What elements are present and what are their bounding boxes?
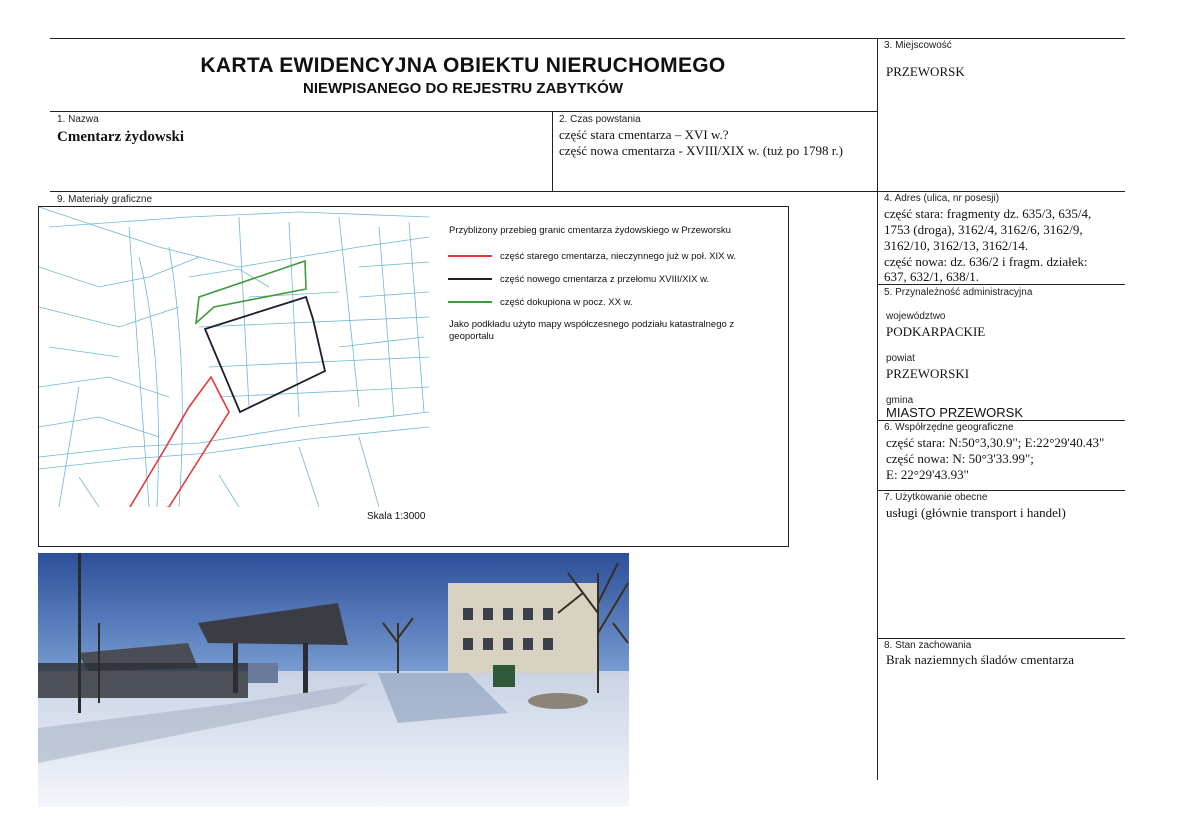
field-usage-label: 7. Użytkowanie obecne — [884, 492, 988, 503]
legend-text-added: część dokupiona w pocz. XX w. — [500, 297, 633, 308]
legend-swatch-green — [448, 301, 492, 303]
legend-row-added — [448, 297, 633, 308]
voivodeship-label: województwo — [886, 311, 946, 322]
legend-swatch-red — [448, 255, 492, 257]
legend-row-new — [448, 274, 709, 285]
field-address-line-4: część nowa: dz. 636/2 i fragm. działek: — [884, 254, 1088, 269]
map-scale: Skala 1:3000 — [367, 511, 426, 522]
field-address-line-3: 3162/10, 3162/13, 3162/14. — [884, 238, 1029, 253]
document-title: KARTA EWIDENCYJNA OBIEKTU NIERUCHOMEGO — [200, 54, 726, 77]
red-boundary — [124, 377, 229, 507]
field-address-line-1: część stara: fragmenty dz. 635/3, 635/4, — [884, 206, 1092, 221]
legend-note: Jako podkładu użyto mapy współczesnego podziału katastralnego z geoportalu — [449, 319, 735, 342]
field-date-line-1: część stara cmentarza – XVI w.? — [559, 127, 729, 142]
site-photo-illustration — [38, 553, 629, 807]
field-address-line-2: 1753 (droga), 3162/4, 3162/6, 3162/9, — [884, 222, 1083, 237]
legend-swatch-black — [448, 278, 492, 280]
right-column-divider — [877, 38, 878, 780]
top-border — [50, 38, 1125, 39]
field-locality-label: 3. Miejscowość — [884, 40, 952, 51]
county-label: powiat — [886, 353, 915, 364]
name-date-divider — [552, 111, 553, 191]
section-rule-8 — [877, 638, 1125, 639]
field-address-label: 4. Adres (ulica, nr posesji) — [884, 193, 1000, 204]
field-date-line-2: część nowa cmentarza - XVIII/XIX w. (tuż po 1798 r.) — [559, 143, 843, 158]
field-address-line-5: 637, 632/1, 638/1. — [884, 269, 979, 284]
cadastral-map — [39, 207, 439, 507]
county-value: PRZEWORSKI — [886, 366, 970, 381]
cadastral-map-panel — [38, 206, 789, 547]
site-photo — [38, 553, 629, 807]
title-bottom-rule — [50, 111, 877, 112]
field-condition-label: 8. Stan zachowania — [884, 640, 972, 651]
voivodeship-value: PODKARPACKIE — [886, 324, 986, 339]
legend-row-old — [448, 251, 736, 262]
document-subtitle: NIEWPISANEGO DO REJESTRU ZABYTKÓW — [302, 80, 624, 97]
field-name-value: Cmentarz żydowski — [57, 129, 185, 145]
legend-text-new: część nowego cmentarza z przełomu XVIII/XIX w. — [500, 274, 710, 285]
field-coords-label: 6. Współrzędne geograficzne — [884, 422, 1014, 433]
field-date-label: 2. Czas powstania — [559, 114, 641, 125]
commune-label: gmina — [886, 395, 914, 406]
field-name-label: 1. Nazwa — [57, 114, 99, 125]
field-admin-label: 5. Przynależność administracyjna — [884, 287, 1033, 298]
section-rule-7 — [877, 490, 1125, 491]
section-rule-1 — [50, 191, 1125, 192]
coords-line-2: część nowa: N: 50°3'33.99"; — [886, 451, 1034, 466]
field-usage-value: usługi (głównie transport i handel) — [886, 505, 1066, 520]
legend-text-old: część starego cmentarza, nieczynnego już w poł. XIX w. — [500, 251, 737, 262]
coords-line-3: E: 22°29'43.93" — [886, 467, 969, 482]
field-locality-value: PRZEWORSK — [886, 64, 965, 79]
field-graphics-label: 9. Materiały graficzne — [57, 194, 153, 205]
legend-title: Przybliżony przebieg granic cmentarza żydowskiego w Przeworsku — [449, 225, 731, 236]
coords-line-1: część stara: N:50°3,30.9"; E:22°29'40.43" — [886, 435, 1105, 450]
field-condition-value: Brak naziemnych śladów cmentarza — [886, 652, 1075, 667]
commune-value: MIASTO PRZEWORSK — [886, 405, 1023, 420]
